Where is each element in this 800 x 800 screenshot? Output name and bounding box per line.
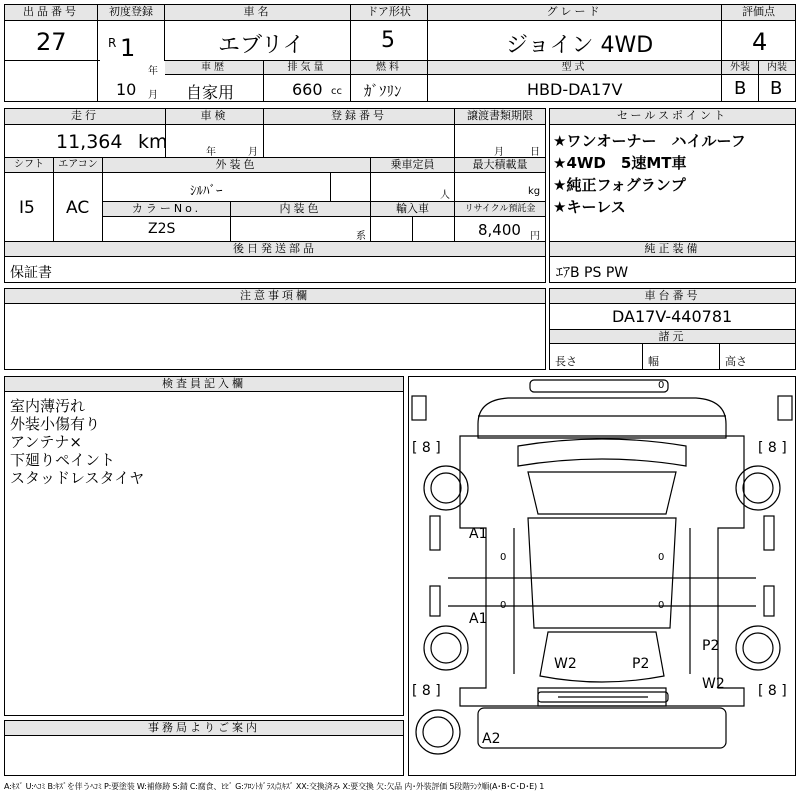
zero-mark: 0	[500, 552, 507, 563]
tire-tread: [ 8 ]	[412, 440, 441, 456]
inspector-line: アンテナ×	[10, 433, 82, 451]
first-reg-year: 1	[120, 34, 136, 62]
door-header: ドア形状	[351, 5, 427, 21]
tire-tread: [ 8 ]	[758, 683, 787, 699]
transfer-day-unit: 日	[530, 147, 540, 158]
ac-header: エアコン	[54, 158, 102, 173]
sales-point: ★キーレス	[553, 198, 626, 216]
damage-mark: A1	[469, 526, 488, 542]
office-header: 事務局よりご案内	[5, 721, 403, 736]
damage-mark: W2	[554, 656, 577, 672]
history-header: 車歴	[165, 61, 263, 75]
mileage-header: 走行	[5, 109, 165, 125]
chassis-number: DA17V-440781	[612, 307, 733, 326]
mileage-unit: km	[138, 131, 168, 153]
insp-year-unit: 年	[206, 147, 216, 158]
shift: I5	[19, 198, 35, 218]
inspector-line: 下廻りペイント	[10, 451, 116, 469]
int-color-header: 内装色	[231, 202, 370, 217]
history: 自家用	[186, 83, 235, 102]
month-unit: 月	[148, 90, 158, 101]
dims-header: 諸元	[550, 330, 795, 344]
displacement: 660	[292, 80, 323, 99]
zero-mark: 0	[658, 380, 665, 391]
sales-point: ★4WD 5速MT車	[553, 154, 687, 172]
width-label: 幅	[648, 355, 659, 368]
zero-mark: 0	[658, 600, 665, 611]
tire-tread: [ 8 ]	[758, 440, 787, 456]
inspector-line: スタッドレスタイヤ	[10, 469, 145, 487]
color: ｼﾙﾊﾞｰ	[190, 184, 223, 199]
load-unit: kg	[528, 186, 541, 197]
model-header: 型式	[428, 61, 721, 75]
ext-header: 外装	[722, 61, 758, 75]
era: R	[108, 36, 117, 50]
transfer-header: 譲渡書類期限	[455, 109, 545, 125]
legend: A:ｷｽﾞ U:ﾍｺﾐ B:ｷｽﾞを伴うﾍｺﾐ P:要塗装 W:補修跡 S:錆 C:腐食、ﾋﾋﾞ G:ﾌﾛﾝﾄｶﾞﾗｽ点ｷｽﾞ XX:交換済み X:要交換 欠:欠品 内･外装評価 5段階ﾗﾝｸ順(A･B･C･D･E) 1	[4, 782, 545, 791]
recycle-unit: 円	[530, 231, 540, 242]
sales-points-header: セールスポイント	[550, 109, 795, 125]
color-no-header: カラーNo.	[103, 202, 230, 217]
month: 10	[116, 80, 137, 99]
sales-point: ★純正フォグランプ	[553, 176, 686, 194]
height-label: 高さ	[725, 355, 747, 368]
tire-tread: [ 8 ]	[412, 683, 441, 699]
sales-point: ★ワンオーナー ハイルーフ	[553, 132, 746, 150]
year-unit: 年	[148, 66, 158, 77]
later-parts: 保証書	[10, 265, 52, 281]
zero-mark: 0	[500, 600, 507, 611]
notes-header: 注意事項欄	[5, 289, 545, 304]
damage-mark: A1	[469, 611, 488, 627]
ac: AC	[66, 198, 90, 218]
reg-no-header: 登録番号	[264, 109, 454, 125]
grade-header: グレード	[428, 5, 721, 21]
inspector-line: 室内薄汚れ	[10, 397, 86, 415]
capacity-header: 乗車定員	[371, 158, 454, 173]
damage-mark: P2	[632, 656, 650, 672]
load-header: 最大積載量	[455, 158, 545, 173]
inspector-line: 外装小傷有り	[10, 415, 101, 433]
damage-mark: W2	[702, 676, 725, 692]
equipment: ｴｱB PS PW	[556, 265, 629, 281]
displacement-unit: cc	[331, 86, 342, 97]
fuel-header: 燃料	[351, 61, 427, 75]
inspector-header: 検査員記入欄	[5, 377, 403, 392]
recycle-header: リサイクル預託金	[455, 202, 545, 217]
int-header: 内装	[759, 61, 795, 75]
int-grade: B	[770, 78, 783, 99]
grade: ジョイン 4WD	[506, 33, 654, 58]
score-header: 評価点	[722, 5, 795, 21]
ext-grade: B	[734, 78, 747, 99]
car-outline-diagram	[408, 376, 796, 776]
zero-mark: 0	[658, 552, 665, 563]
score: 4	[752, 28, 768, 56]
later-parts-header: 後日発送部品	[5, 242, 545, 257]
capacity-unit: 人	[440, 190, 450, 201]
transfer-month-unit: 月	[494, 147, 504, 158]
car-name-header: 車名	[165, 5, 350, 21]
displacement-header: 排気量	[264, 61, 350, 75]
lot-no: 27	[36, 28, 67, 56]
shift-header: シフト	[5, 158, 53, 173]
first-reg-header: 初度登録	[98, 5, 164, 21]
equipment-header: 純正装備	[550, 242, 795, 257]
insp-month-unit: 月	[248, 147, 258, 158]
chassis-header: 車台番号	[550, 289, 795, 304]
int-color-unit: 系	[356, 231, 366, 242]
mileage: 11,364	[56, 131, 123, 153]
lot-no-header: 出品番号	[5, 5, 97, 21]
damage-mark: P2	[702, 638, 720, 654]
recycle: 8,400	[478, 221, 521, 239]
length-label: 長さ	[555, 355, 577, 368]
car-name: エブリイ	[218, 33, 305, 58]
color-header: 外装色	[103, 158, 370, 173]
inspection-header: 車検	[166, 109, 263, 125]
model: HBD-DA17V	[527, 80, 623, 99]
damage-mark: A2	[482, 731, 501, 747]
fuel: ｶﾞｿﾘﾝ	[364, 82, 402, 100]
color-no: Z2S	[148, 221, 176, 237]
import-header: 輸入車	[371, 202, 454, 217]
door: 5	[381, 28, 395, 53]
